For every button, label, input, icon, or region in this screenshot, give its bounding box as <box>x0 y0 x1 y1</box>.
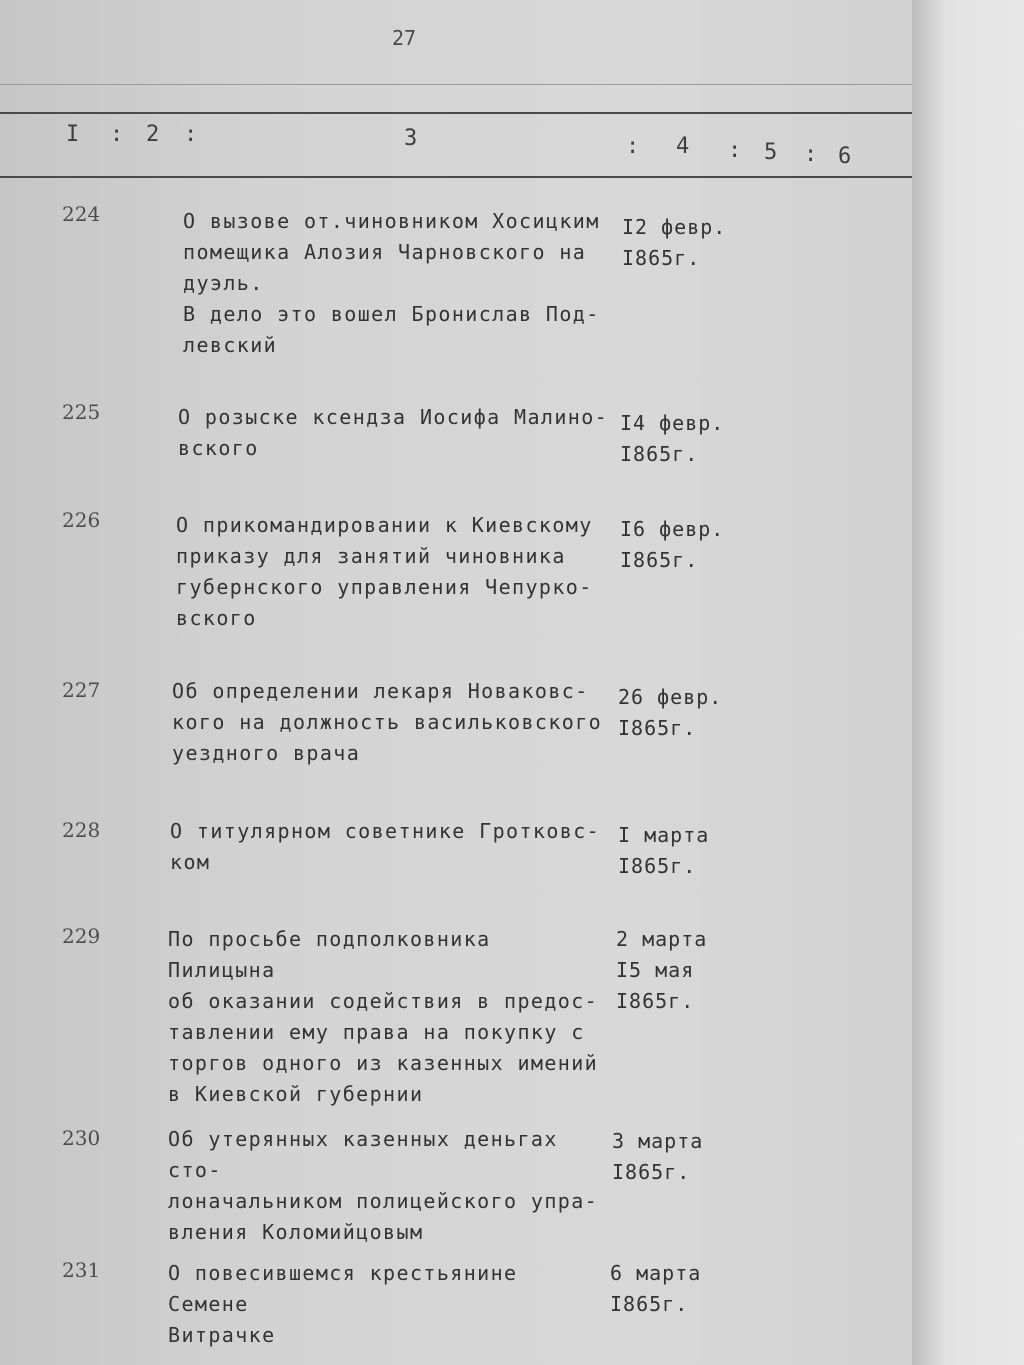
row-title: О повесившемся крестьянине Семене Витрачке <box>168 1261 518 1347</box>
row-date: I марта I865г. <box>618 823 710 878</box>
row-number: 228 <box>62 818 101 842</box>
header-top-rule <box>0 112 912 114</box>
row-date: I4 февр. I865г. <box>620 411 725 466</box>
row-number: 225 <box>62 400 101 424</box>
column-4-header: 4 <box>676 134 690 159</box>
row-date: 3 марта I865г. <box>612 1129 704 1184</box>
column-separator: : <box>626 134 640 159</box>
row-title: О вызове от.чиновником Хосицким помещика Алозия Чарновского на дуэль. В дело это вошел Бронислав Под- левский <box>183 209 600 357</box>
row-date: 2 марта I5 мая I865г. <box>616 927 708 1013</box>
column-6-header: 6 <box>838 144 852 169</box>
row-number: 226 <box>62 508 101 532</box>
header-bottom-rule <box>0 176 912 178</box>
column-5-header: 5 <box>764 140 778 165</box>
column-separator: : <box>184 122 198 147</box>
row-title: О титулярном советнике Гротковс- ком <box>170 819 601 874</box>
row-date: 6 марта I865г. <box>610 1261 702 1316</box>
column-1-header: I <box>66 122 80 147</box>
row-title: Об утерянных казенных деньгах сто- лоначальником полицейского упра- вления Коломийцовым <box>168 1127 599 1244</box>
row-number: 227 <box>62 678 101 702</box>
header-faint-rule <box>0 84 912 85</box>
page-number: 27 <box>392 26 417 50</box>
row-title: О розыске ксендза Иосифа Малино- вского <box>178 405 609 460</box>
row-title: О прикомандировании к Киевскому приказу для занятий чиновника губернского управления Чепурко- вского <box>176 513 593 630</box>
row-number: 224 <box>62 202 101 226</box>
column-2-header: 2 <box>146 122 160 147</box>
row-title: Об определении лекаря Новаковс- кого на должность васильковского уездного врача <box>172 679 603 765</box>
underlying-sheet <box>910 0 1024 1365</box>
column-separator: : <box>728 138 742 163</box>
row-date: I2 февр. I865г. <box>622 215 727 270</box>
row-date: I6 февр. I865г. <box>620 517 725 572</box>
column-3-header: 3 <box>404 126 418 151</box>
row-number: 229 <box>62 924 101 948</box>
row-title: По просьбе подполковника Пилицына об оказании содействия в предос- тавлении ему права на покупку с торгов одного из казенных имений в Киевской губернии <box>168 927 599 1106</box>
column-separator: : <box>804 142 818 167</box>
row-number: 230 <box>62 1126 101 1150</box>
column-separator: : <box>110 122 124 147</box>
row-number: 231 <box>62 1258 101 1282</box>
row-date: 26 февр. I865г. <box>618 685 723 740</box>
